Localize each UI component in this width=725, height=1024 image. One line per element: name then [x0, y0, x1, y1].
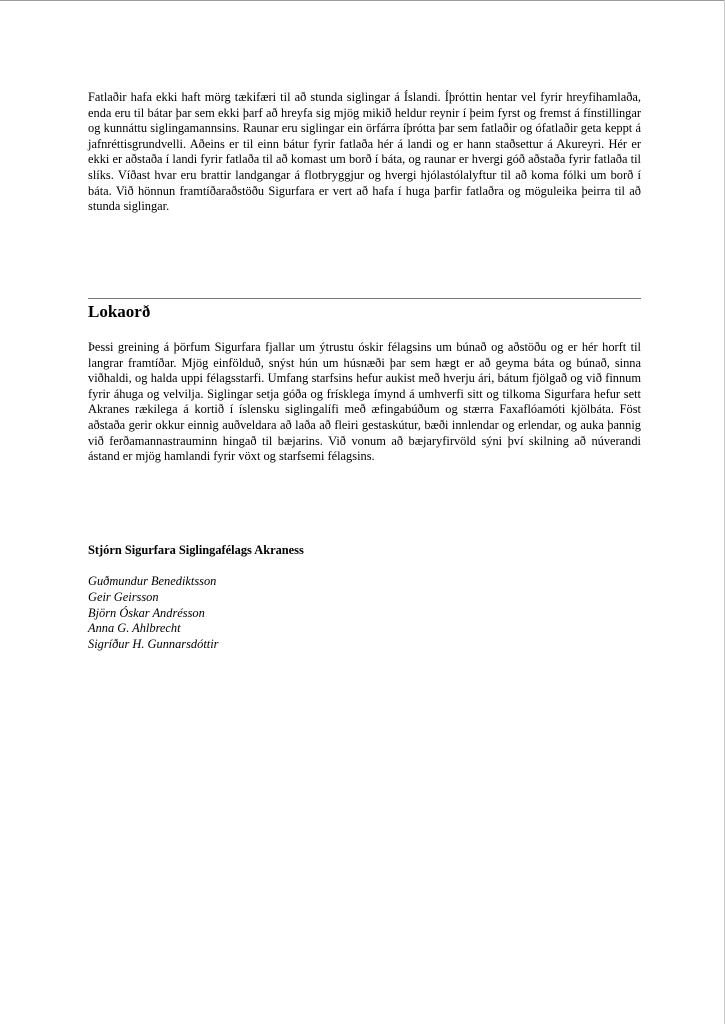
- board-member: Geir Geirsson: [88, 589, 159, 604]
- page-top-border: [0, 0, 725, 1]
- section-heading: Lokaorð: [88, 302, 151, 321]
- section-divider: [88, 298, 641, 299]
- intro-paragraph: Fatlaðir hafa ekki haft mörg tækifæri til að stunda siglingar á Íslandi. Íþróttin hentar vel fyrir hreyfihamlaða, enda eru til bátar þar sem ekki þarf að hreyfa sig mjög mikið heldur reynir í þeim fyrst og fremst á fínstillingar og kunnáttu siglingamannsins. Raunar eru siglingar ein örfárra íþrótta þar sem fatlaðir og ófatlaðir geta keppt á jafnréttisgrundvelli. Aðeins er til einn bátur fyrir fatlaða hér á landi og er hann staðsettur á Akureyri. Hér er ekki er aðstaða í landi fyrir fatlaða til að komast um borð í báta, og raunar er hvergi góð aðstaða fyrir fatlaða til slíks. Víðast hvar eru brattir landgangar á flotbryggjur og hvergi hjólastólalyftur til að koma fólki um borð í báta. Við hönnun framtíðaraðstöðu Sigurfara er vert að hafa í huga þarfir fatlaðra og möguleika þeirra til að stunda siglingar.: [88, 90, 641, 214]
- closing-paragraph: Þessi greining á þörfum Sigurfara fjallar um ýtrustu óskir félagsins um búnað og aðstöðu og er hér horft til langrar framtíðar. Mjög einfölduð, snýst hún um húsnæði þar sem hægt er að geyma báta og búnað, sinna viðhaldi, og halda uppi félagsstarfi. Umfang starfsins hefur aukist með hverju ári, bátum fjölgað og við finnum fyrir áhuga og velvilja. Siglingar setja góða og frísklega ímynd á umhverfi sitt og tilkoma Sigurfara hefur sett Akranes rækilega á kortið í íslensku siglingalífi með æfingabúðum og stærra Faxaflóamóti kjölbáta. Föst aðstaða gerir okkur einnig auðveldara að laða að fleiri gestaskútur, bæði innlendar og erlendar, og auka þannig við ferðamannastrauminn hingað til bæjarins. Við vonum að bæjaryfirvöld sýni því skilning að núverandi ástand er mjög hamlandi fyrir vöxt og starfsemi félagsins.: [88, 340, 641, 464]
- board-title: Stjórn Sigurfara Siglingafélags Akraness: [88, 543, 304, 557]
- board-member: Sigríður H. Gunnarsdóttir: [88, 637, 219, 652]
- board-member: Anna G. Ahlbrecht: [88, 621, 181, 636]
- board-member: Guðmundur Benediktsson: [88, 574, 217, 588]
- board-member: Björn Óskar Andrésson: [88, 605, 205, 620]
- board-member-list: [88, 574, 218, 653]
